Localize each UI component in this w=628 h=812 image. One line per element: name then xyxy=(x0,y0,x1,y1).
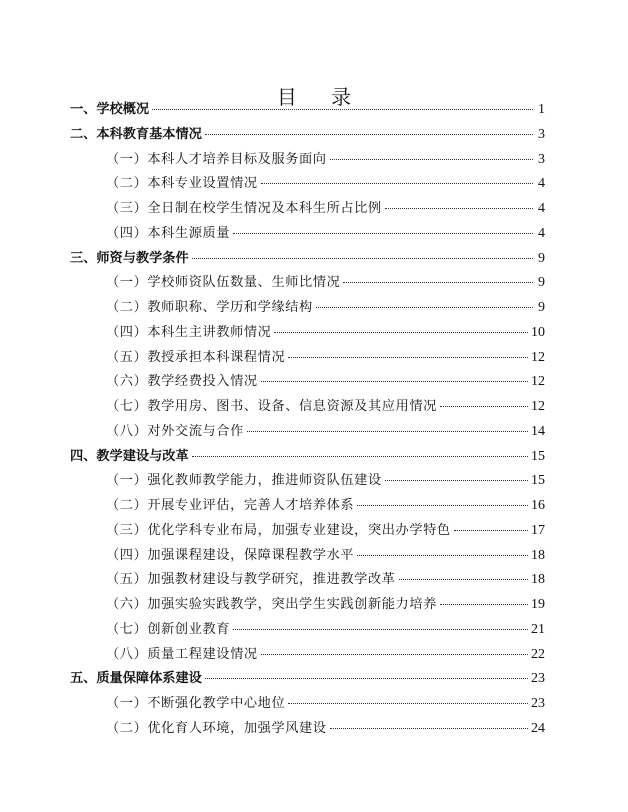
toc-entry-label: 一、学校概况 xyxy=(70,102,150,117)
toc-subsection[interactable] xyxy=(70,544,545,569)
toc-page-number: 17 xyxy=(531,522,545,538)
dot-leader xyxy=(440,604,528,605)
toc-entry-label: （六）教学经费投入情况 xyxy=(106,374,258,390)
dot-leader xyxy=(316,307,533,308)
toc-subsection[interactable] xyxy=(70,494,545,519)
toc-entry-label: （五）加强教材建设与教学研究，推进教学改革 xyxy=(106,572,396,588)
dot-leader xyxy=(454,530,528,531)
toc-page-number: 3 xyxy=(538,126,545,142)
toc-page-number: 12 xyxy=(531,349,545,365)
toc-entry-label: 四、教学建设与改革 xyxy=(70,448,189,464)
toc-page-number: 4 xyxy=(538,176,545,192)
toc-page-number: 9 xyxy=(538,300,545,315)
toc-subsection[interactable] xyxy=(70,370,545,395)
toc-page-number: 1 xyxy=(538,102,545,117)
toc-page-number: 21 xyxy=(531,621,545,637)
dot-leader xyxy=(357,555,528,556)
dot-leader xyxy=(247,431,528,432)
toc-subsection[interactable] xyxy=(70,618,545,643)
toc-subsection[interactable] xyxy=(70,593,545,618)
dot-leader xyxy=(288,357,528,358)
toc-subsection[interactable] xyxy=(70,172,545,197)
dot-leader xyxy=(440,406,528,407)
dot-leader xyxy=(399,579,528,580)
toc-section[interactable] xyxy=(70,98,545,123)
toc-entry-label: （三）优化学科专业布局，加强专业建设，突出办学特色 xyxy=(106,522,451,538)
toc-page-number: 15 xyxy=(531,473,545,489)
dot-leader xyxy=(330,159,533,160)
dot-leader xyxy=(385,208,533,209)
toc-page-number: 18 xyxy=(531,547,545,563)
dot-leader xyxy=(261,654,528,655)
toc-subsection[interactable] xyxy=(70,346,545,371)
toc-page-number: 18 xyxy=(531,572,545,588)
toc-page-number: 22 xyxy=(531,646,545,662)
toc-page-number: 14 xyxy=(531,423,545,439)
toc-entry-label: （一）本科人才培养目标及服务面向 xyxy=(106,151,327,167)
dot-leader xyxy=(152,109,533,110)
dot-leader xyxy=(385,480,528,481)
toc-page-number: 12 xyxy=(531,399,545,414)
toc-entry-label: （六）加强实验实践教学，突出学生实践创新能力培养 xyxy=(106,597,437,612)
toc-entry-label: （七）创新创业教育 xyxy=(106,621,231,637)
toc-entry-label: （二）教师职称、学历和学缘结构 xyxy=(106,300,313,315)
toc-subsection[interactable] xyxy=(70,271,545,296)
toc-entry-label: （四）本科生源质量 xyxy=(106,225,231,241)
toc-subsection[interactable] xyxy=(70,148,545,173)
toc-section[interactable] xyxy=(70,667,545,692)
toc-page-number: 9 xyxy=(538,250,545,266)
toc-page-number: 23 xyxy=(531,671,545,687)
table-of-contents xyxy=(70,98,545,742)
toc-page-number: 9 xyxy=(538,275,545,291)
toc-page-number: 4 xyxy=(538,201,545,216)
dot-leader xyxy=(261,381,528,382)
dot-leader xyxy=(192,258,533,259)
toc-entry-label: （一）学校师资队伍数量、生师比情况 xyxy=(106,275,341,291)
dot-leader xyxy=(261,183,533,184)
toc-section[interactable] xyxy=(70,445,545,470)
toc-entry-label: （二）本科专业设置情况 xyxy=(106,176,258,192)
dot-leader xyxy=(288,703,528,704)
toc-entry-label: 二、本科教育基本情况 xyxy=(70,126,202,142)
dot-leader xyxy=(330,728,528,729)
dot-leader xyxy=(192,456,528,457)
dot-leader xyxy=(343,282,533,283)
page-title: 目 录 xyxy=(276,85,366,110)
toc-entry-label: （三）全日制在校学生情况及本科生所占比例 xyxy=(106,201,382,216)
dot-leader xyxy=(357,505,528,506)
toc-entry-label: （八）对外交流与合作 xyxy=(106,423,244,439)
toc-subsection[interactable] xyxy=(70,222,545,247)
toc-subsection[interactable] xyxy=(70,692,545,717)
dot-leader xyxy=(233,233,533,234)
toc-page-number: 15 xyxy=(531,448,545,464)
toc-entry-label: （四）本科生主讲教师情况 xyxy=(106,324,272,340)
toc-subsection[interactable] xyxy=(70,717,545,742)
toc-entry-label: （四）加强课程建设，保障课程教学水平 xyxy=(106,547,355,563)
dot-leader xyxy=(205,678,528,679)
toc-entry-label: 五、质量保障体系建设 xyxy=(70,671,202,687)
toc-subsection[interactable] xyxy=(70,395,545,420)
toc-page-number: 10 xyxy=(531,324,545,340)
toc-subsection[interactable] xyxy=(70,420,545,445)
toc-page-number: 24 xyxy=(531,720,545,736)
toc-section[interactable] xyxy=(70,123,545,148)
toc-page-number: 4 xyxy=(538,225,545,241)
toc-section[interactable] xyxy=(70,247,545,272)
toc-entry-label: （五）教授承担本科课程情况 xyxy=(106,349,286,365)
toc-page-number: 3 xyxy=(538,151,545,167)
toc-subsection[interactable] xyxy=(70,519,545,544)
dot-leader xyxy=(274,332,528,333)
toc-subsection[interactable] xyxy=(70,643,545,668)
dot-leader xyxy=(205,134,533,135)
toc-page-number: 16 xyxy=(531,498,545,513)
toc-subsection[interactable] xyxy=(70,321,545,346)
toc-entry-label: （二）优化育人环境，加强学风建设 xyxy=(106,720,327,736)
toc-entry-label: （七）教学用房、图书、设备、信息资源及其应用情况 xyxy=(106,399,437,414)
toc-entry-label: （一）不断强化教学中心地位 xyxy=(106,696,286,711)
toc-subsection[interactable] xyxy=(70,568,545,593)
toc-entry-label: （八）质量工程建设情况 xyxy=(106,646,258,662)
toc-subsection[interactable] xyxy=(70,469,545,494)
toc-subsection[interactable] xyxy=(70,296,545,321)
toc-subsection[interactable] xyxy=(70,197,545,222)
dot-leader xyxy=(233,629,528,630)
toc-page-number: 12 xyxy=(531,374,545,390)
toc-entry-label: （二）开展专业评估，完善人才培养体系 xyxy=(106,498,355,513)
toc-page-number: 19 xyxy=(531,597,545,612)
toc-entry-label: （一）强化教师教学能力，推进师资队伍建设 xyxy=(106,473,382,489)
toc-entry-label: 三、师资与教学条件 xyxy=(70,250,189,266)
toc-page-number: 23 xyxy=(531,696,545,711)
